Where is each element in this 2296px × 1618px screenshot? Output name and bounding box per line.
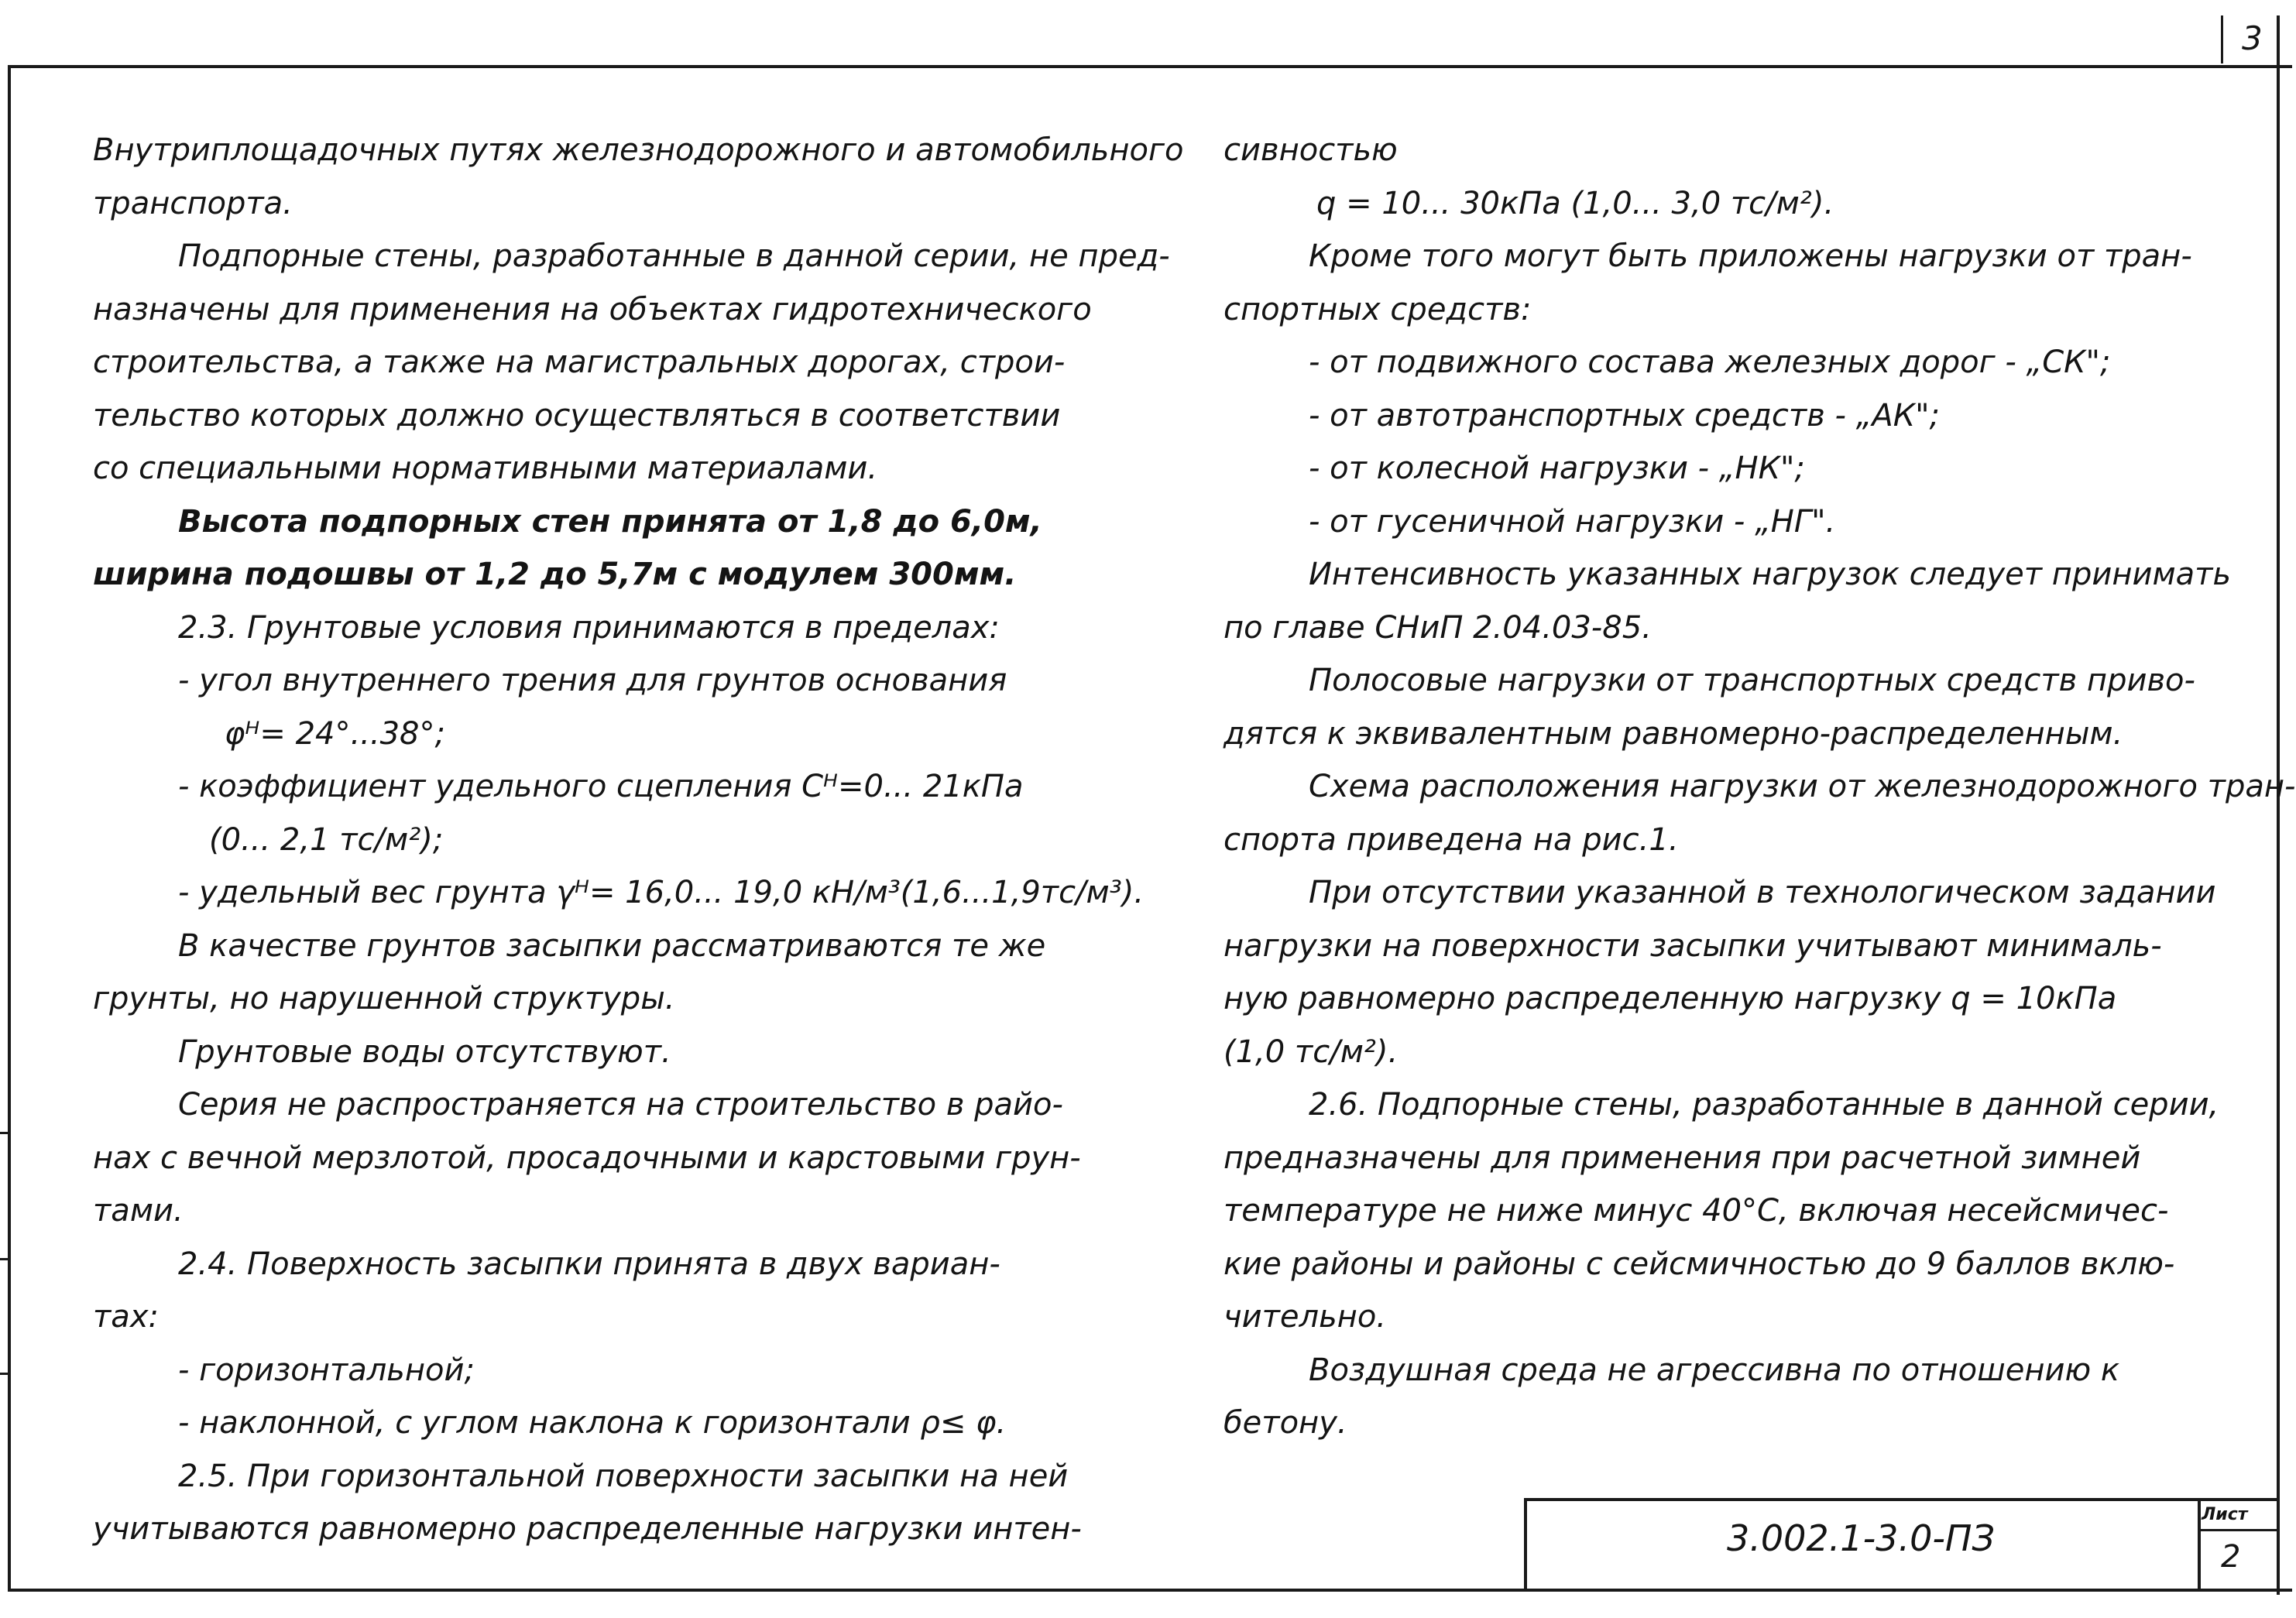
text-line: транспорта. [93,185,293,221]
frame-bottom-border [8,1589,2292,1592]
margin-tick [0,1258,11,1260]
text-line: по главе СНиП 2.04.03-85. [1224,609,1652,646]
text-line: кие районы и районы с сейсмичностью до 9 баллов вклю- [1224,1246,2175,1282]
title-block-left-border [1524,1498,1527,1591]
text-line: температуре не ниже минус 40°С, включая несейсмичес- [1224,1193,2169,1229]
text-line: Внутриплощадочных путях железнодорожного и автомобильного [93,132,1184,168]
text-line: - от автотранспортных средств - „АК"; [1309,397,1941,434]
text-line: тельство которых должно осуществляться в соответствии [93,397,1061,434]
sheet-label: Лист [2202,1505,2248,1524]
text-line: - угол внутреннего трения для грунтов основания [178,663,1007,698]
text-line: назначены для применения на объектах гидротехнического [93,291,1092,327]
text-line: - от колесной нагрузки - „НК"; [1309,451,1805,486]
text-line: - удельный вес грунта γᴴ= 16,0... 19,0 кН/м³(1,6...1,9тс/м³). [178,875,1145,910]
text-line: Схема расположения нагрузки от железнодорожного тран- [1309,769,2296,804]
text-line: учитываются равномерно распределенные нагрузки интен- [93,1511,1082,1547]
text-line: бетону. [1224,1405,1347,1441]
frame-top-border [8,65,2292,68]
frame-left-border [8,65,11,1590]
text-line: Подпорные стены, разработанные в данной серии, не пред- [178,238,1170,274]
text-line: (1,0 тс/м²). [1224,1034,1399,1070]
text-line: При отсутствии указанной в технологическом задании [1309,875,2216,910]
text-line: Воздушная среда не агрессивна по отношению к [1309,1352,2120,1388]
text-line: - горизонтальной; [178,1352,475,1388]
text-line: сивностью [1224,132,1398,168]
text-line: (0... 2,1 тс/м²); [209,821,444,858]
text-line: - наклонной, с углом наклона к горизонтали ρ≤ φ. [178,1405,1007,1441]
text-line: Грунтовые воды отсутствуют. [178,1034,671,1070]
text-line: дятся к эквивалентным равномерно-распределенным. [1224,715,2123,752]
text-line: спорта приведена на рис.1. [1224,821,1679,858]
text-line: со специальными нормативными материалами. [93,451,878,486]
text-line: - от подвижного состава железных дорог - „СК"; [1309,345,2111,380]
text-line: q = 10... 30кПа (1,0... 3,0 тс/м²). [1316,185,1834,221]
text-line: φᴴ= 24°...38°; [225,715,445,752]
text-line: Полосовые нагрузки от транспортных средств приво- [1309,663,2195,698]
sheet-cell-divider [2198,1529,2279,1531]
right-text-column [1224,124,2295,1450]
corner-box-left [2221,15,2223,63]
text-line: нах с вечной мерзлотой, просадочными и карстовыми грун- [93,1140,1081,1176]
left-text-column [93,124,1184,1556]
sheet-cell-left-border [2198,1498,2201,1591]
text-line: Интенсивность указанных нагрузок следует принимать [1309,557,2232,592]
text-line: нагрузки на поверхности засыпки учитывают минималь- [1224,927,2162,964]
sheet-number: 2 [2221,1539,2241,1575]
text-line: чительно. [1224,1299,1387,1335]
document-code: 3.002.1-3.0-ПЗ [1727,1517,1996,1559]
text-line: 2.6. Подпорные стены, разработанные в данной серии, [1309,1087,2219,1123]
title-block-top-border [1524,1498,2279,1501]
text-line: ную равномерно распределенную нагрузку q = 10кПа [1224,981,2117,1016]
margin-tick [0,1132,11,1134]
text-line: строительства, а также на магистральных дорогах, строи- [93,345,1066,380]
margin-tick [0,1373,11,1375]
text-line: ширина подошвы от 1,2 до 5,7м с модулем 300мм. [93,557,1017,592]
text-line: предназначены для применения при расчетной зимней [1224,1140,2141,1176]
text-line: тами. [93,1193,184,1229]
text-line: - от гусеничной нагрузки - „НГ". [1309,503,1836,540]
text-line: Высота подпорных стен принята от 1,8 до 6,0м, [178,503,1042,540]
text-line: 2.5. При горизонтальной поверхности засыпки на ней [178,1458,1069,1494]
text-line: - коэффициент удельного сцепления Сᴴ=0... 21кПа [178,769,1024,804]
text-line: тах: [93,1299,159,1335]
text-line: спортных средств: [1224,291,1532,327]
text-line: Серия не распространяется на строительство в райо- [178,1087,1063,1123]
text-line: Кроме того могут быть приложены нагрузки от тран- [1309,238,2192,274]
text-line: В качестве грунтов засыпки рассматриваются те же [178,927,1046,964]
text-line: 2.3. Грунтовые условия принимаются в пределах: [178,609,1000,646]
text-line: грунты, но нарушенной структуры. [93,981,675,1016]
corner-page-number: 3 [2242,19,2263,57]
text-line: 2.4. Поверхность засыпки принята в двух вариан- [178,1246,1000,1282]
